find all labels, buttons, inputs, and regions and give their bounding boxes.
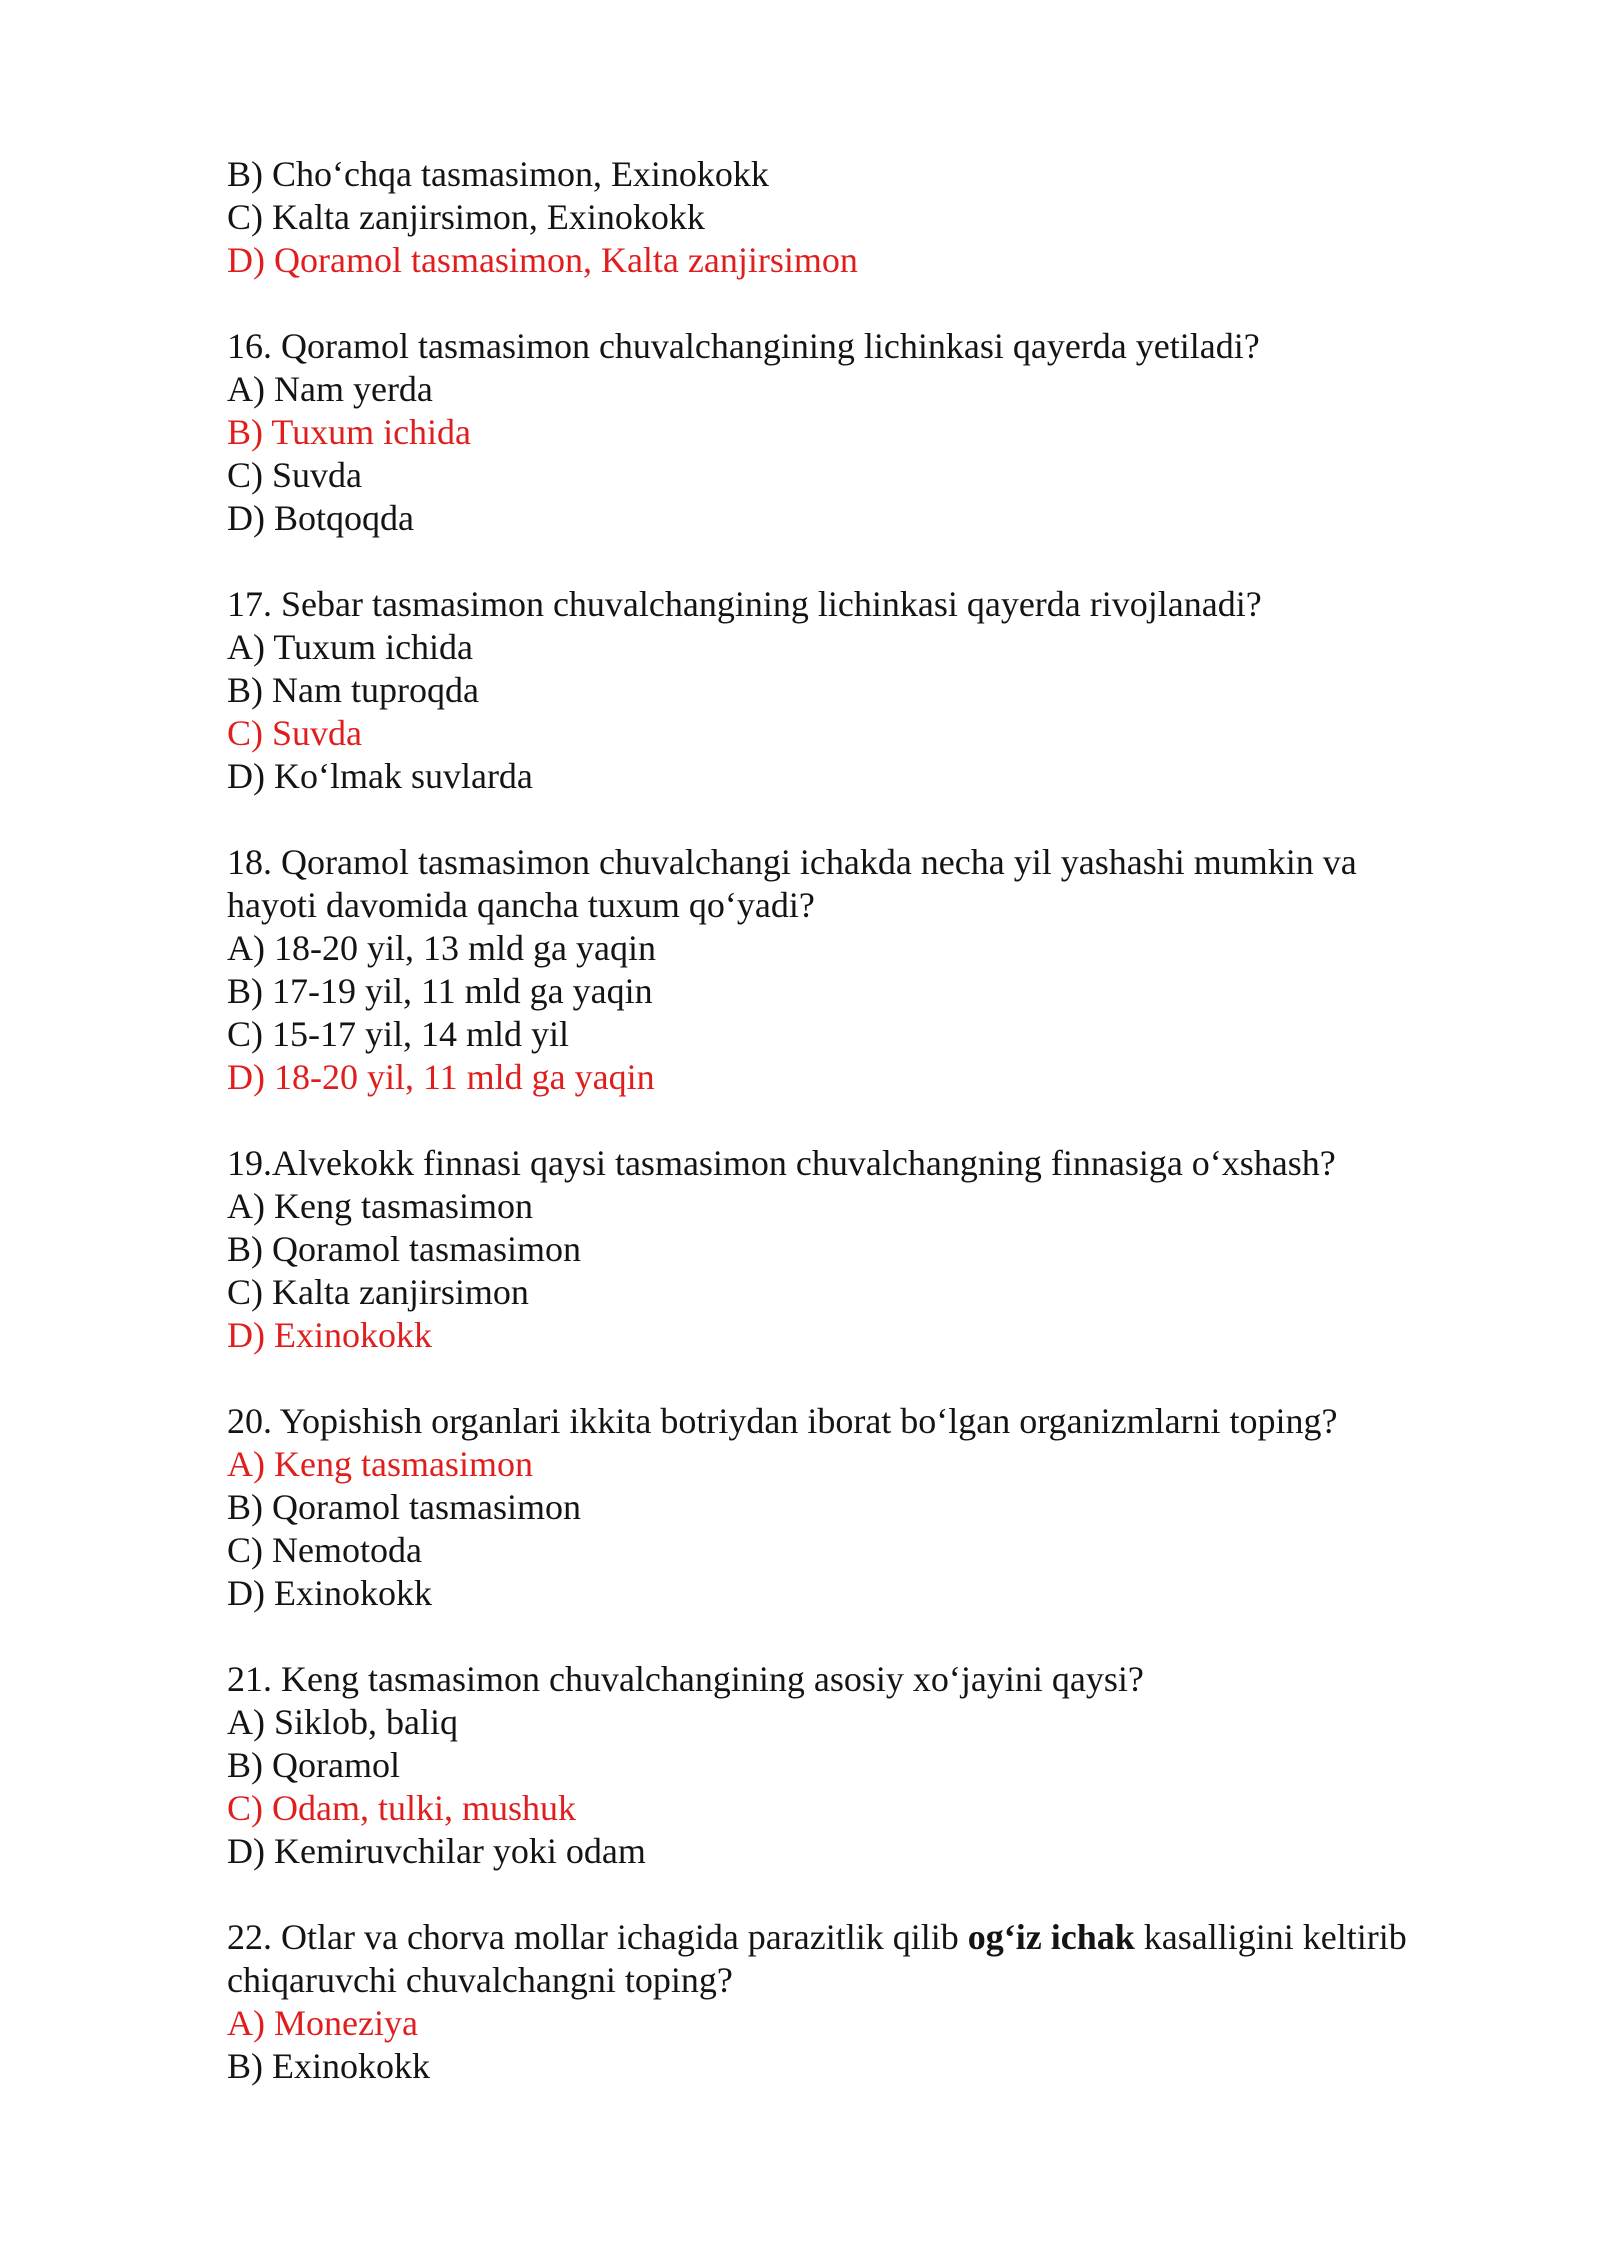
option-a-correct: A) Keng tasmasimon: [227, 1444, 533, 1484]
option-c: C) 15-17 yil, 14 mld yil: [227, 1014, 569, 1054]
spacer: [227, 1615, 1477, 1658]
question-20: [227, 1400, 1477, 1615]
question-18: [227, 841, 1477, 1099]
question-text: 21. Keng tasmasimon chuvalchangining asosiy xo‘jayini qaysi?: [227, 1659, 1144, 1699]
question-text: 19.Alvekokk finnasi qaysi tasmasimon chuvalchangning finnasiga o‘xshash?: [227, 1143, 1336, 1183]
option-a: A) 18-20 yil, 13 mld ga yaqin: [227, 928, 656, 968]
spacer: [227, 798, 1477, 841]
document-page: [227, 153, 1477, 2088]
option-c: C) Kalta zanjirsimon: [227, 1272, 529, 1312]
option-d-correct: D) Qoramol tasmasimon, Kalta zanjirsimon: [227, 240, 858, 280]
option-a: A) Siklob, baliq: [227, 1702, 458, 1742]
spacer: [227, 1873, 1477, 1916]
option-b: B) Nam tuproqda: [227, 670, 479, 710]
spacer: [227, 282, 1477, 325]
question-17: [227, 583, 1477, 798]
question-text: 16. Qoramol tasmasimon chuvalchangining lichinkasi qayerda yetiladi?: [227, 326, 1260, 366]
question-16: [227, 325, 1477, 540]
option-c: C) Nemotoda: [227, 1530, 422, 1570]
question-text-line-2: hayoti davomida qancha tuxum qo‘yadi?: [227, 885, 815, 925]
question-15-continuation: [227, 153, 1477, 282]
option-c-correct: C) Odam, tulki, mushuk: [227, 1788, 576, 1828]
option-b: B) Cho‘chqa tasmasimon, Exinokokk: [227, 154, 769, 194]
question-22: [227, 1916, 1477, 2088]
question-21: [227, 1658, 1477, 1873]
option-d-correct: D) 18-20 yil, 11 mld ga yaqin: [227, 1057, 655, 1097]
option-d-correct: D) Exinokokk: [227, 1315, 432, 1355]
option-d: D) Exinokokk: [227, 1573, 432, 1613]
option-a: A) Keng tasmasimon: [227, 1186, 533, 1226]
question-text-part: kasalligini keltirib: [1134, 1917, 1407, 1957]
question-text-line-1: [227, 1916, 1477, 1959]
spacer: [227, 1099, 1477, 1142]
option-c: C) Kalta zanjirsimon, Exinokokk: [227, 197, 705, 237]
question-text-line-1: 18. Qoramol tasmasimon chuvalchangi ichakda necha yil yashashi mumkin va: [227, 842, 1357, 882]
option-a: A) Tuxum ichida: [227, 627, 474, 667]
spacer: [227, 1357, 1477, 1400]
option-c-correct: C) Suvda: [227, 713, 362, 753]
option-b: B) Qoramol tasmasimon: [227, 1487, 581, 1527]
option-b: B) 17-19 yil, 11 mld ga yaqin: [227, 971, 653, 1011]
option-b: B) Exinokokk: [227, 2046, 430, 2086]
option-d: D) Ko‘lmak suvlarda: [227, 756, 533, 796]
question-19: [227, 1142, 1477, 1357]
option-b: B) Qoramol: [227, 1745, 400, 1785]
spacer: [227, 540, 1477, 583]
question-text-part: 22. Otlar va chorva mollar ichagida parazitlik qilib: [227, 1917, 968, 1957]
option-d: D) Botqoqda: [227, 498, 414, 538]
question-text: 20. Yopishish organlari ikkita botriydan iborat bo‘lgan organizmlarni toping?: [227, 1401, 1338, 1441]
option-d: D) Kemiruvchilar yoki odam: [227, 1831, 646, 1871]
option-b-correct: B) Tuxum ichida: [227, 412, 472, 452]
option-a-correct: A) Moneziya: [227, 2003, 418, 2043]
question-text: 17. Sebar tasmasimon chuvalchangining lichinkasi qayerda rivojlanadi?: [227, 584, 1262, 624]
question-text-emphasis: og‘iz ichak: [967, 1917, 1135, 1957]
question-text-line-2: chiqaruvchi chuvalchangni toping?: [227, 1960, 733, 2000]
option-a: A) Nam yerda: [227, 369, 433, 409]
option-c: C) Suvda: [227, 455, 362, 495]
option-b: B) Qoramol tasmasimon: [227, 1229, 581, 1269]
